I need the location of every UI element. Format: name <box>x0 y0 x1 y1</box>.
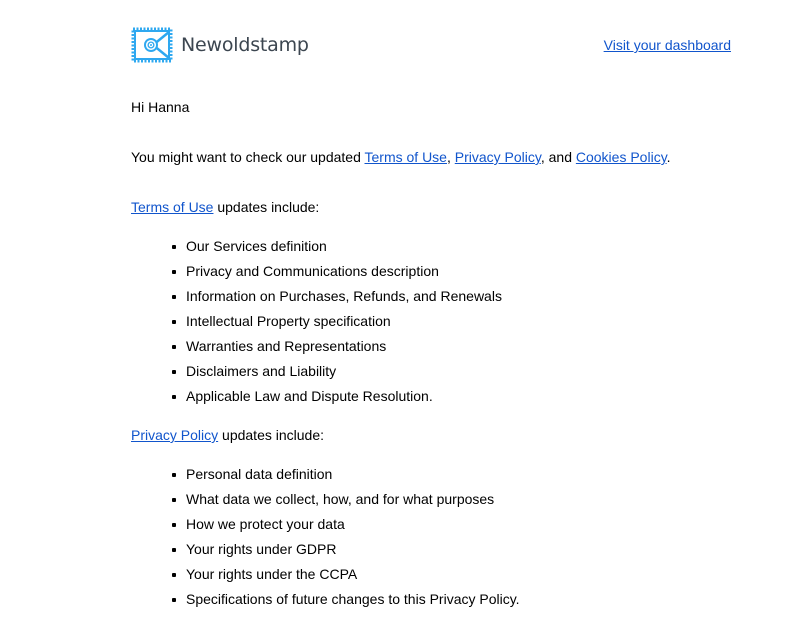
visit-dashboard-link[interactable]: Visit your dashboard <box>603 37 731 53</box>
terms-updates-list <box>131 238 502 413</box>
list-item: What data we collect, how, and for what purposes <box>186 491 520 516</box>
list-item: Your rights under the CCPA <box>186 566 520 591</box>
list-item: Your rights under GDPR <box>186 541 520 566</box>
list-item: Our Services definition <box>186 238 502 263</box>
privacy-policy-link[interactable]: Privacy Policy <box>454 149 541 165</box>
privacy-section-heading <box>131 427 324 443</box>
separator: , <box>446 149 455 165</box>
heading-text: updates include: <box>218 427 324 443</box>
brand-name: Newoldstamp <box>181 34 309 56</box>
list-item: Intellectual Property specification <box>186 313 502 338</box>
terms-of-use-link[interactable]: Terms of Use <box>364 149 447 165</box>
terms-of-use-section-link[interactable]: Terms of Use <box>131 199 214 215</box>
list-item: How we protect your data <box>186 516 520 541</box>
privacy-updates-list <box>131 466 520 616</box>
intro-paragraph <box>131 149 671 165</box>
list-item: Warranties and Representations <box>186 338 502 363</box>
cookies-policy-link[interactable]: Cookies Policy <box>575 149 667 165</box>
period: . <box>666 149 671 165</box>
privacy-policy-section-link[interactable]: Privacy Policy <box>131 427 219 443</box>
list-item: Specifications of future changes to this Privacy Policy. <box>186 591 520 616</box>
brand-logo[interactable] <box>131 27 309 63</box>
list-item: Information on Purchases, Refunds, and Renewals <box>186 288 502 313</box>
intro-text: You might want to check our updated <box>131 149 365 165</box>
separator: , and <box>540 149 576 165</box>
greeting: Hi Hanna <box>131 99 190 115</box>
email-header <box>131 27 731 65</box>
terms-section-heading <box>131 199 319 215</box>
stamp-envelope-icon <box>131 27 173 63</box>
heading-text: updates include: <box>213 199 320 215</box>
list-item: Privacy and Communications description <box>186 263 502 288</box>
list-item: Personal data definition <box>186 466 520 491</box>
list-item: Disclaimers and Liability <box>186 363 502 388</box>
list-item: Applicable Law and Dispute Resolution. <box>186 388 502 413</box>
